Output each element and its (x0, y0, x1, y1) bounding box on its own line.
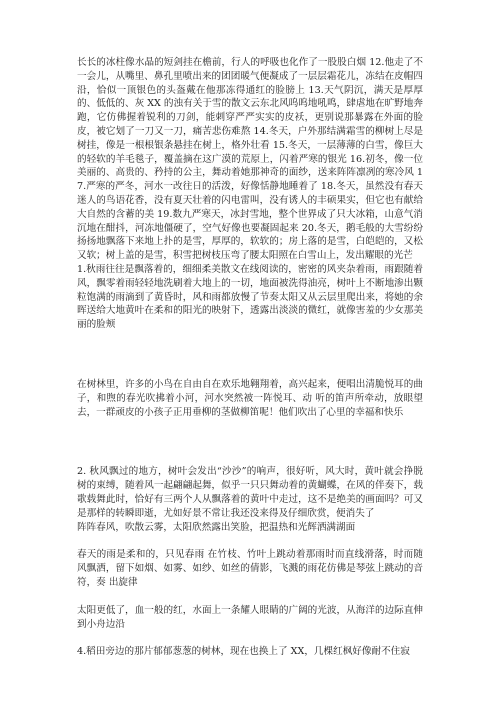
paragraph-rice-field-trees: 4.稻田旁边的那片郁郁葱葱的树林，现在也换上了 XX，几棵红枫好像耐不住寂 (77, 646, 410, 658)
spacer (77, 534, 423, 548)
paragraph-autumn-wind: 2. 秋风飘过的地方，树叶会发出“沙沙”的响声，很好听，风大时，黄叶就会挣脱树的束缚，随着风一起翩翩起舞，似乎一只只舞动着的黄蝴蝶，在风的伴奏下，载歌载舞此时，恰好有三两个人从飘落着的黄叶中走过，这不是绝美的画面吗？可又是那样的转瞬即逝，尤如好景不常让我还没来得及仔细欣赏，便消失了 (77, 466, 423, 519)
paragraph-birds-woods: 在树林里，许多的小鸟在自由自在欢乐地翱翔着，高兴起来，便唱出清脆悦耳的曲子，和煦的春光吹拂着小河，河水突然被一阵悦耳、动 听的笛声所牵动，放眼望去，一群顽皮的小孩子正用垂柳的茎做柳笛呢！他们吹出了心里的幸福和快乐 (77, 378, 423, 418)
paragraph-spring-wind: 阵阵春风，吹散云雾，太阳欣然露出笑脸，把温热和光辉洒满湖面 (77, 521, 356, 533)
paragraph-sunset: 太阳更低了，血一般的红，水面上一条耀人眼睛的广阔的光波，从海洋的边际直伸到小舟边沿 (77, 604, 423, 630)
document-body (77, 56, 423, 659)
paragraph-winter-descriptions: 长长的冰柱像水晶的短剑挂在檐前，行人的呼吸也化作了一股股白烟 12.他走了不一会儿，从嘴里、鼻孔里喷出来的团团暖气便凝成了一层层霜花儿，冻结在皮帽四沿，恰似一顶银色的头盔戴在他那冻得通红的脸膀上 13.天气阴沉，满天是厚厚的、低低的、灰 XX 的浊有关于雪的散文云东北风呜呜地吼鸣，肆虐地在旷野地奔跑，它仿佛握着锐利的刀剑，能刺穿严严实实的皮袄，更别说那暴露在外面的脸皮，被它划了一刀又一刀，痛苦悲伤难熬 14.冬天，户外那结满霜雪的柳树上尽是树挂，像是一根根银条悬挂在树上，格外壮看 15.冬天，一层薄薄的白雪，像巨大的轻软的羊毛毯子，覆盖摘在这广漠的荒原上，闪着严寒的银光 16.初冬，像一位美丽的、高贵的、矜持的公主，舞动着她那神奇的面纱，送来阵阵凛冽的寒冷风 17.严寒的严冬，河水一改往日的活泼，好像恬静地睡着了 18.冬天，虽然没有春天迷人的鸟语花香，没有夏天壮着的闪电雷叫，没有诱人的丰硕果实，但它也有献给大自然的含蓄的美 19.数九严寒天，冰封雪地，整个世界成了只大冰箱，山意气消沉地在酣抖，河冻地僵硬了，空气好像也要凝固起来 20.冬天，鹅毛般的大雪纷纷扬扬地飘落下来地上扑的是雪，厚厚的，软软的；房上落的是雪，白皑皑的，又松又软；树上盖的是雪，积雪把树枝压弯了腰太阳照在白雪山上，发出耀眼的光芒 (77, 57, 423, 262)
spacer (77, 419, 423, 465)
spacer (77, 590, 423, 604)
spacer (77, 631, 423, 645)
paragraph-autumn-rain: 1.秋雨往往是飘落着的，细细柔美散文在线阅读的，密密的风夹杂着雨，雨跟随着风，飘零着雨轻轻地洗刷着大地上的一切，地面被洗得油亮，树叶上不断地渗出颗粒饱满的雨滴到了黄昏时，风和雨都放慢了节奏太阳又从云层里爬出来，将她的余晖送给大地黄叶在柔和的阳光的映射下，透露出淡淡的微红，就像害羞的少女那美丽的脸颊 (77, 263, 423, 331)
spacer (77, 332, 423, 378)
paragraph-spring-rain: 春天的雨是柔和的，只见春雨 在竹枝、竹叶上跳动着那雨时而直线滑落，时而随风飘洒，留下如烟、如雾、如纱、如丝的倩影，飞溅的雨花仿佛是琴弦上跳动的音符，奏 出旋律 (77, 549, 423, 588)
